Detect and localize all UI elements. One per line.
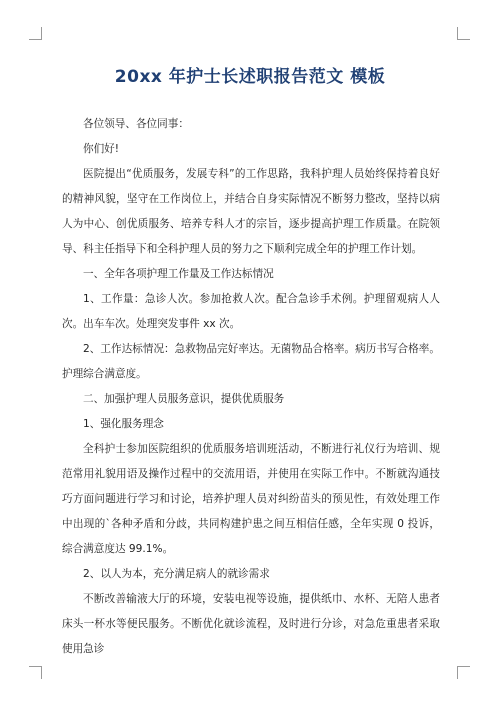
document-body	[62, 112, 440, 662]
subsection-heading: 2、以人为本，充分满足病人的就诊需求	[83, 568, 270, 580]
body-paragraph: 不断改善输液大厅的环境，安装电视等设施，提供纸巾、水杯、无陪人患者床头一杯水等便民服务。不断优化就诊流程，及时进行分诊，对急危重患者采取使用急诊	[62, 593, 440, 655]
crop-mark-top-left	[29, 27, 42, 40]
body-paragraph: 医院提出“优质服务，发展专科”的工作思路，我科护理人员始终保持着良好的精神风貌，坚守在工作岗位上，并结合自身实际情况不断努力整改，坚持以病人为中心、创优质服务、培养专科人才的宗旨，逐步提高护理工作质量。在院领导、科主任指导下和全科护理人员的努力之下顺利完成全年的护理工作计划。	[62, 168, 440, 255]
crop-mark-top-right	[457, 27, 470, 40]
subsection-heading: 1、强化服务理念	[83, 418, 164, 430]
body-paragraph: 全科护士参加医院组织的优质服务培训班活动，不断进行礼仪行为培训、规范常用礼貌用语及操作过程中的交流用语，并使用在实际工作中。不断就沟通技巧方面问题进行学习和讨论，培养护理人员对纠纷苗头的预见性，有效处理工作中出现的`各种矛盾和分歧，共同构建护患之间互相信任感，全年实现 0 投诉，综合满意度达 99.1%。	[62, 443, 440, 555]
salutation: 各位领导、各位同事：	[83, 118, 189, 130]
body-paragraph: 2、工作达标情况：急救物品完好率达。无菌物品合格率。病历书写合格率。护理综合满意度。	[62, 343, 440, 380]
body-paragraph: 1、工作量：急诊人次。参加抢救人次。配合急诊手术例。护理留观病人人次。出车车次。处理突发事件 xx 次。	[62, 293, 440, 330]
greeting: 你们好!	[83, 143, 120, 155]
section-heading: 二、加强护理人员服务意识，提供优质服务	[83, 393, 285, 405]
document-title: 20xx 年护士长述职报告范文 模板	[114, 67, 386, 87]
crop-mark-bottom-right	[457, 666, 470, 679]
crop-mark-bottom-left	[29, 666, 42, 679]
section-heading: 一、全年各项护理工作量及工作达标情况	[83, 268, 274, 280]
